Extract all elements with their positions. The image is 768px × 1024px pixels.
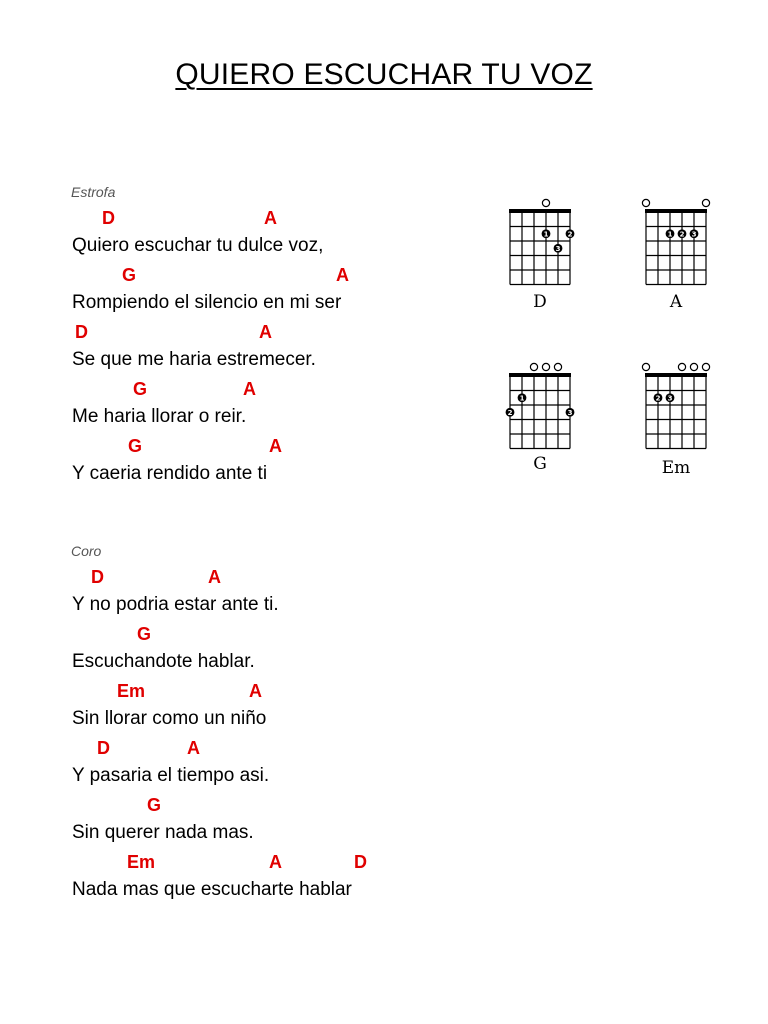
chord-diagram-d <box>496 196 584 316</box>
finger-number: 3 <box>555 244 561 253</box>
chord-diagram-name: G <box>533 454 547 474</box>
finger-number: 2 <box>679 230 685 239</box>
chord-label: A <box>269 436 282 456</box>
chord-label: A <box>336 265 349 285</box>
chord-label: G <box>128 436 143 456</box>
chord-diagram-name: D <box>533 292 547 312</box>
chord-label: A <box>259 322 272 342</box>
nut <box>645 209 707 213</box>
song-title: QUIERO ESCUCHAR TU VOZ <box>175 58 593 91</box>
finger-number: 3 <box>567 408 573 417</box>
chord-label: D <box>354 852 367 872</box>
open-string-marker <box>702 363 709 370</box>
open-string-marker <box>678 363 685 370</box>
finger-number: 3 <box>667 394 673 403</box>
nut <box>509 209 571 213</box>
lyric-line: Se que me haria estremecer. <box>72 349 316 370</box>
chord-label: G <box>133 379 148 399</box>
chord-label: A <box>243 379 256 399</box>
chord-label: Em <box>127 852 156 872</box>
chord-label: A <box>269 852 282 872</box>
lyric-line: Rompiendo el silencio en mi ser <box>72 292 342 313</box>
open-string-marker <box>530 363 537 370</box>
open-string-marker <box>542 199 549 206</box>
lyric-line: Y pasaria el tiempo asi. <box>72 765 270 786</box>
lyric-line: Y no podria estar ante ti. <box>72 594 279 615</box>
chord-label: D <box>97 738 110 758</box>
chord-label: A <box>208 567 221 587</box>
finger-number: 1 <box>667 230 673 239</box>
open-string-marker <box>690 363 697 370</box>
finger-number: 3 <box>691 230 697 239</box>
chord-label: Em <box>117 681 146 701</box>
lyric-line: Y caeria rendido ante ti <box>72 463 268 484</box>
lyric-line: Nada mas que escucharte hablar <box>72 879 352 900</box>
nut <box>509 373 571 377</box>
lyric-line: Quiero escuchar tu dulce voz, <box>72 235 324 256</box>
chord-diagram-name: Em <box>661 458 691 478</box>
fretboard-em <box>632 360 720 455</box>
chord-diagram-a <box>632 196 720 316</box>
nut <box>645 373 707 377</box>
section-label-coro: Coro <box>71 543 102 559</box>
finger-number: 2 <box>507 408 513 417</box>
open-string-marker <box>542 363 549 370</box>
chord-label: D <box>75 322 88 342</box>
chord-diagram-em <box>632 360 720 480</box>
chord-diagram-g <box>496 360 584 480</box>
finger-number: 2 <box>567 230 573 239</box>
chord-label: A <box>264 208 277 228</box>
open-string-marker <box>554 363 561 370</box>
lyric-line: Sin llorar como un niño <box>72 708 267 729</box>
chord-label: G <box>147 795 162 815</box>
finger-number: 1 <box>543 230 549 239</box>
section-label-estrofa: Estrofa <box>71 184 116 200</box>
chord-label: G <box>137 624 152 644</box>
lyric-line: Me haria llorar o reir. <box>72 406 247 427</box>
open-string-marker <box>642 199 649 206</box>
chord-label: A <box>249 681 262 701</box>
chord-label: D <box>91 567 104 587</box>
finger-number: 2 <box>655 394 661 403</box>
chord-label: A <box>187 738 200 758</box>
lyric-line: Escuchandote hablar. <box>72 651 255 672</box>
open-string-marker <box>702 199 709 206</box>
chord-label: D <box>102 208 115 228</box>
lyric-line: Sin querer nada mas. <box>72 822 254 843</box>
fretboard-d <box>496 196 584 291</box>
finger-number: 1 <box>519 394 525 403</box>
chord-label: G <box>122 265 137 285</box>
open-string-marker <box>642 363 649 370</box>
fretboard-a <box>632 196 720 291</box>
fretboard-g <box>496 360 584 455</box>
chord-diagram-name: A <box>669 292 683 312</box>
